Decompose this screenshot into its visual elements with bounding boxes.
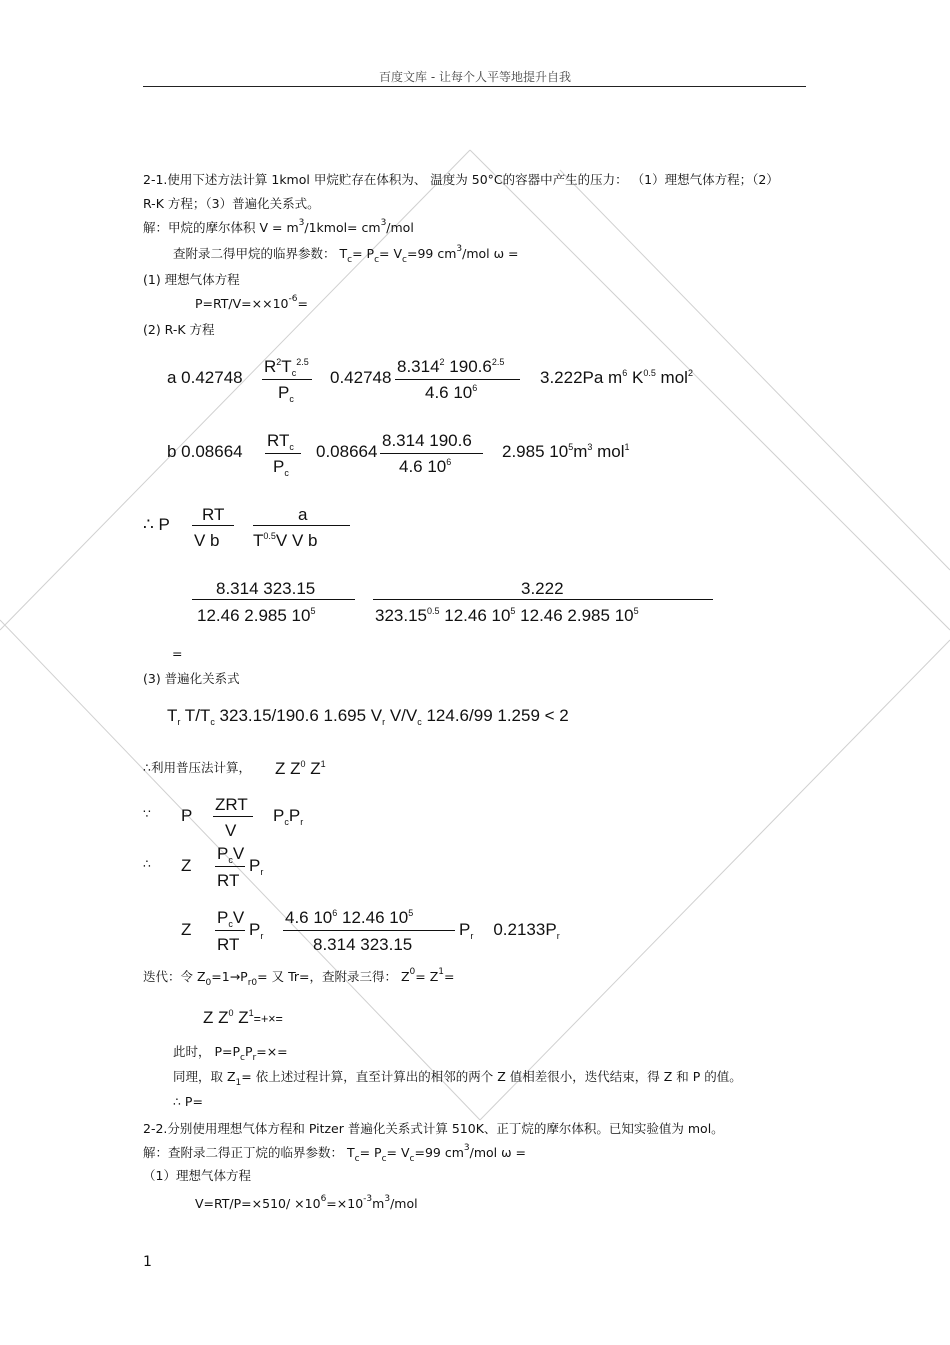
z-num: $P_cV$ <box>217 844 245 865</box>
critical-params-butane: 解：查附录二得正丁烷的临界参数： $T_c= P_c= V_c=99$ $cm^3$/mol ω = <box>143 1143 527 1164</box>
z-iteration: Z $Z^0$ $Z^1=+\times=$ <box>203 1008 283 1027</box>
rk-num-equals: = <box>172 646 183 661</box>
rk-num-den2: $323.15^{0.5}$ 12.46 $10^5$ 12.46 2.985 $10^5$ <box>375 606 639 625</box>
item-generalized: (3) 普遍化关系式 <box>143 671 240 686</box>
rk-b-lhs: b 0.08664 <box>167 442 243 461</box>
z2-mid: $P_r$ <box>249 920 264 941</box>
item-ideal-gas-2: （1）理想气体方程 <box>143 1168 251 1183</box>
pressure-now: 此时， $P=P_cP_r=\times=$ <box>173 1044 288 1063</box>
rk-num-num1: 8.314 323.15 <box>216 579 316 598</box>
rk-b-num2: 8.314 190.6 <box>382 431 472 450</box>
molar-volume-line: 解：甲烷的摩尔体积 $V = m^3/1kmol= cm^3/mol$ <box>143 218 414 235</box>
z2-den2: 8.314 323.15 <box>313 935 413 954</box>
rk-p-den2: $T^{0.5}V$ V b <box>253 531 318 550</box>
z2-num2: 4.6 $10^6$ 12.46 $10^5$ <box>285 908 414 927</box>
rk-a-den2: 4.6 $10^6$ <box>425 383 478 402</box>
z-expansion: Z $Z^0$ $Z^1$ <box>275 759 326 778</box>
rk-p-num2: a <box>298 505 308 524</box>
rk-b-frac2-bar <box>380 453 483 454</box>
page-header: 百度文库 - 让每个人平等地提升自我 <box>379 70 571 84</box>
z2-frac2-bar <box>283 930 455 931</box>
rk-p-frac2-bar <box>253 525 350 526</box>
z2-result: $P_r$ $0.2133P_r$ <box>459 920 560 941</box>
z-den: RT <box>217 871 240 890</box>
rk-num-frac1-bar <box>192 599 355 600</box>
rk-b-den1: $P_c$ <box>273 457 289 478</box>
page-number: 1 <box>143 1254 152 1270</box>
z2-lhs: Z <box>181 920 192 939</box>
rk-num-frac2-bar <box>373 599 713 600</box>
rk-b-result: 2.985 $10^5m^3$ mol$^1$ <box>502 442 630 461</box>
z2-den: RT <box>217 935 240 954</box>
problem-2-2-line1: 2-2.分别使用理想气体方程和 Pitzer 普遍化关系式计算 510K、正丁烷的摩尔体积。已知实验值为 mol。 <box>143 1121 724 1136</box>
rk-p-den1: V b <box>194 531 220 550</box>
rk-b-den2: 4.6 $10^6$ <box>399 457 452 476</box>
reduced-params: $T_r$ $T/T_c$ 323.15/190.6 1.695 $V_r$ $V/V_c$ 124.6/99 1.259 < 2 <box>167 706 569 727</box>
rk-a-result: 3.222Pa $m^6$ $K^{0.5}$ mol$^2$ <box>540 368 693 387</box>
rk-a-num2: 8.314$^2$ $190.6^{2.5}$ <box>397 357 505 376</box>
rk-a-mid: 0.42748 <box>330 368 392 387</box>
final-pressure: ∴ P= <box>173 1094 203 1109</box>
rk-p-lhs: ∴ P <box>143 515 170 534</box>
p-num: ZRT <box>215 795 248 814</box>
item-ideal-gas: (1) 理想气体方程 <box>143 272 240 287</box>
rk-p-num1: RT <box>202 505 225 524</box>
rk-num-den1: 12.46 2.985 $10^5$ <box>197 606 316 625</box>
iteration-repeat: 同理，取 $Z_1=$ 依上述过程计算，直至计算出的相邻的两个 Z 值相差很小，迭代结束，得 Z 和 P 的值。 <box>173 1069 742 1088</box>
rk-a-den1: $P_c$ <box>278 383 294 404</box>
problem-2-1-line2: R-K 方程；（3）普遍化关系式。 <box>143 196 320 211</box>
rk-a-frac1-bar <box>262 379 312 380</box>
rk-a-frac2-bar <box>395 379 520 380</box>
ideal-volume-calc: $V=RT/P=\times 510/ \times 10^6=\times 10^{-3}m^3$/mol <box>195 1194 418 1211</box>
rk-a-lhs: a 0.42748 <box>167 368 243 387</box>
z2-num: $P_cV$ <box>217 908 245 929</box>
p-rhs: $P_cP_r$ <box>273 806 304 827</box>
rk-b-frac1-bar <box>265 453 301 454</box>
z2-frac-bar <box>215 930 245 931</box>
ideal-gas-calc: $P=RT/V=\times\times 10^{-6}=$ <box>195 294 308 311</box>
problem-2-1-line1: 2-1.使用下述方法计算 1kmol 甲烷贮存在体积为、 温度为 50°C的容器中产生的压力： （1）理想气体方程；（2） <box>143 172 779 187</box>
z-lhs: Z <box>181 856 192 875</box>
iteration-line: 迭代：令 $Z_0=1\to P_{r0}=$ 又 Tr=，查附录三得： $Z^0= Z^1=$ <box>143 967 455 988</box>
header-rule <box>143 86 806 87</box>
p-frac-bar <box>213 816 253 817</box>
critical-params-methane: 查附录二得甲烷的临界参数： $T_c= P_c= V_c=99$ $cm^3$/mol ω = <box>173 244 519 265</box>
rk-p-frac1-bar <box>192 525 234 526</box>
rk-b-num1: $RT_c$ <box>267 431 294 452</box>
p-den: V <box>225 821 237 840</box>
item-rk: (2) R-K 方程 <box>143 322 215 337</box>
rk-a-num1: $R^2T_c^{2.5}$ <box>264 357 309 378</box>
p-lhs: P <box>181 806 193 825</box>
since-symbol: ∵ <box>143 806 151 821</box>
rk-b-mid: 0.08664 <box>316 442 378 461</box>
z-frac-bar <box>215 866 245 867</box>
generalized-pressure-text: ∴利用普压法计算， <box>143 760 251 775</box>
z-rhs: $P_r$ <box>249 856 264 877</box>
therefore-symbol: ∴ <box>143 856 151 871</box>
rk-num-num2: 3.222 <box>521 579 564 598</box>
